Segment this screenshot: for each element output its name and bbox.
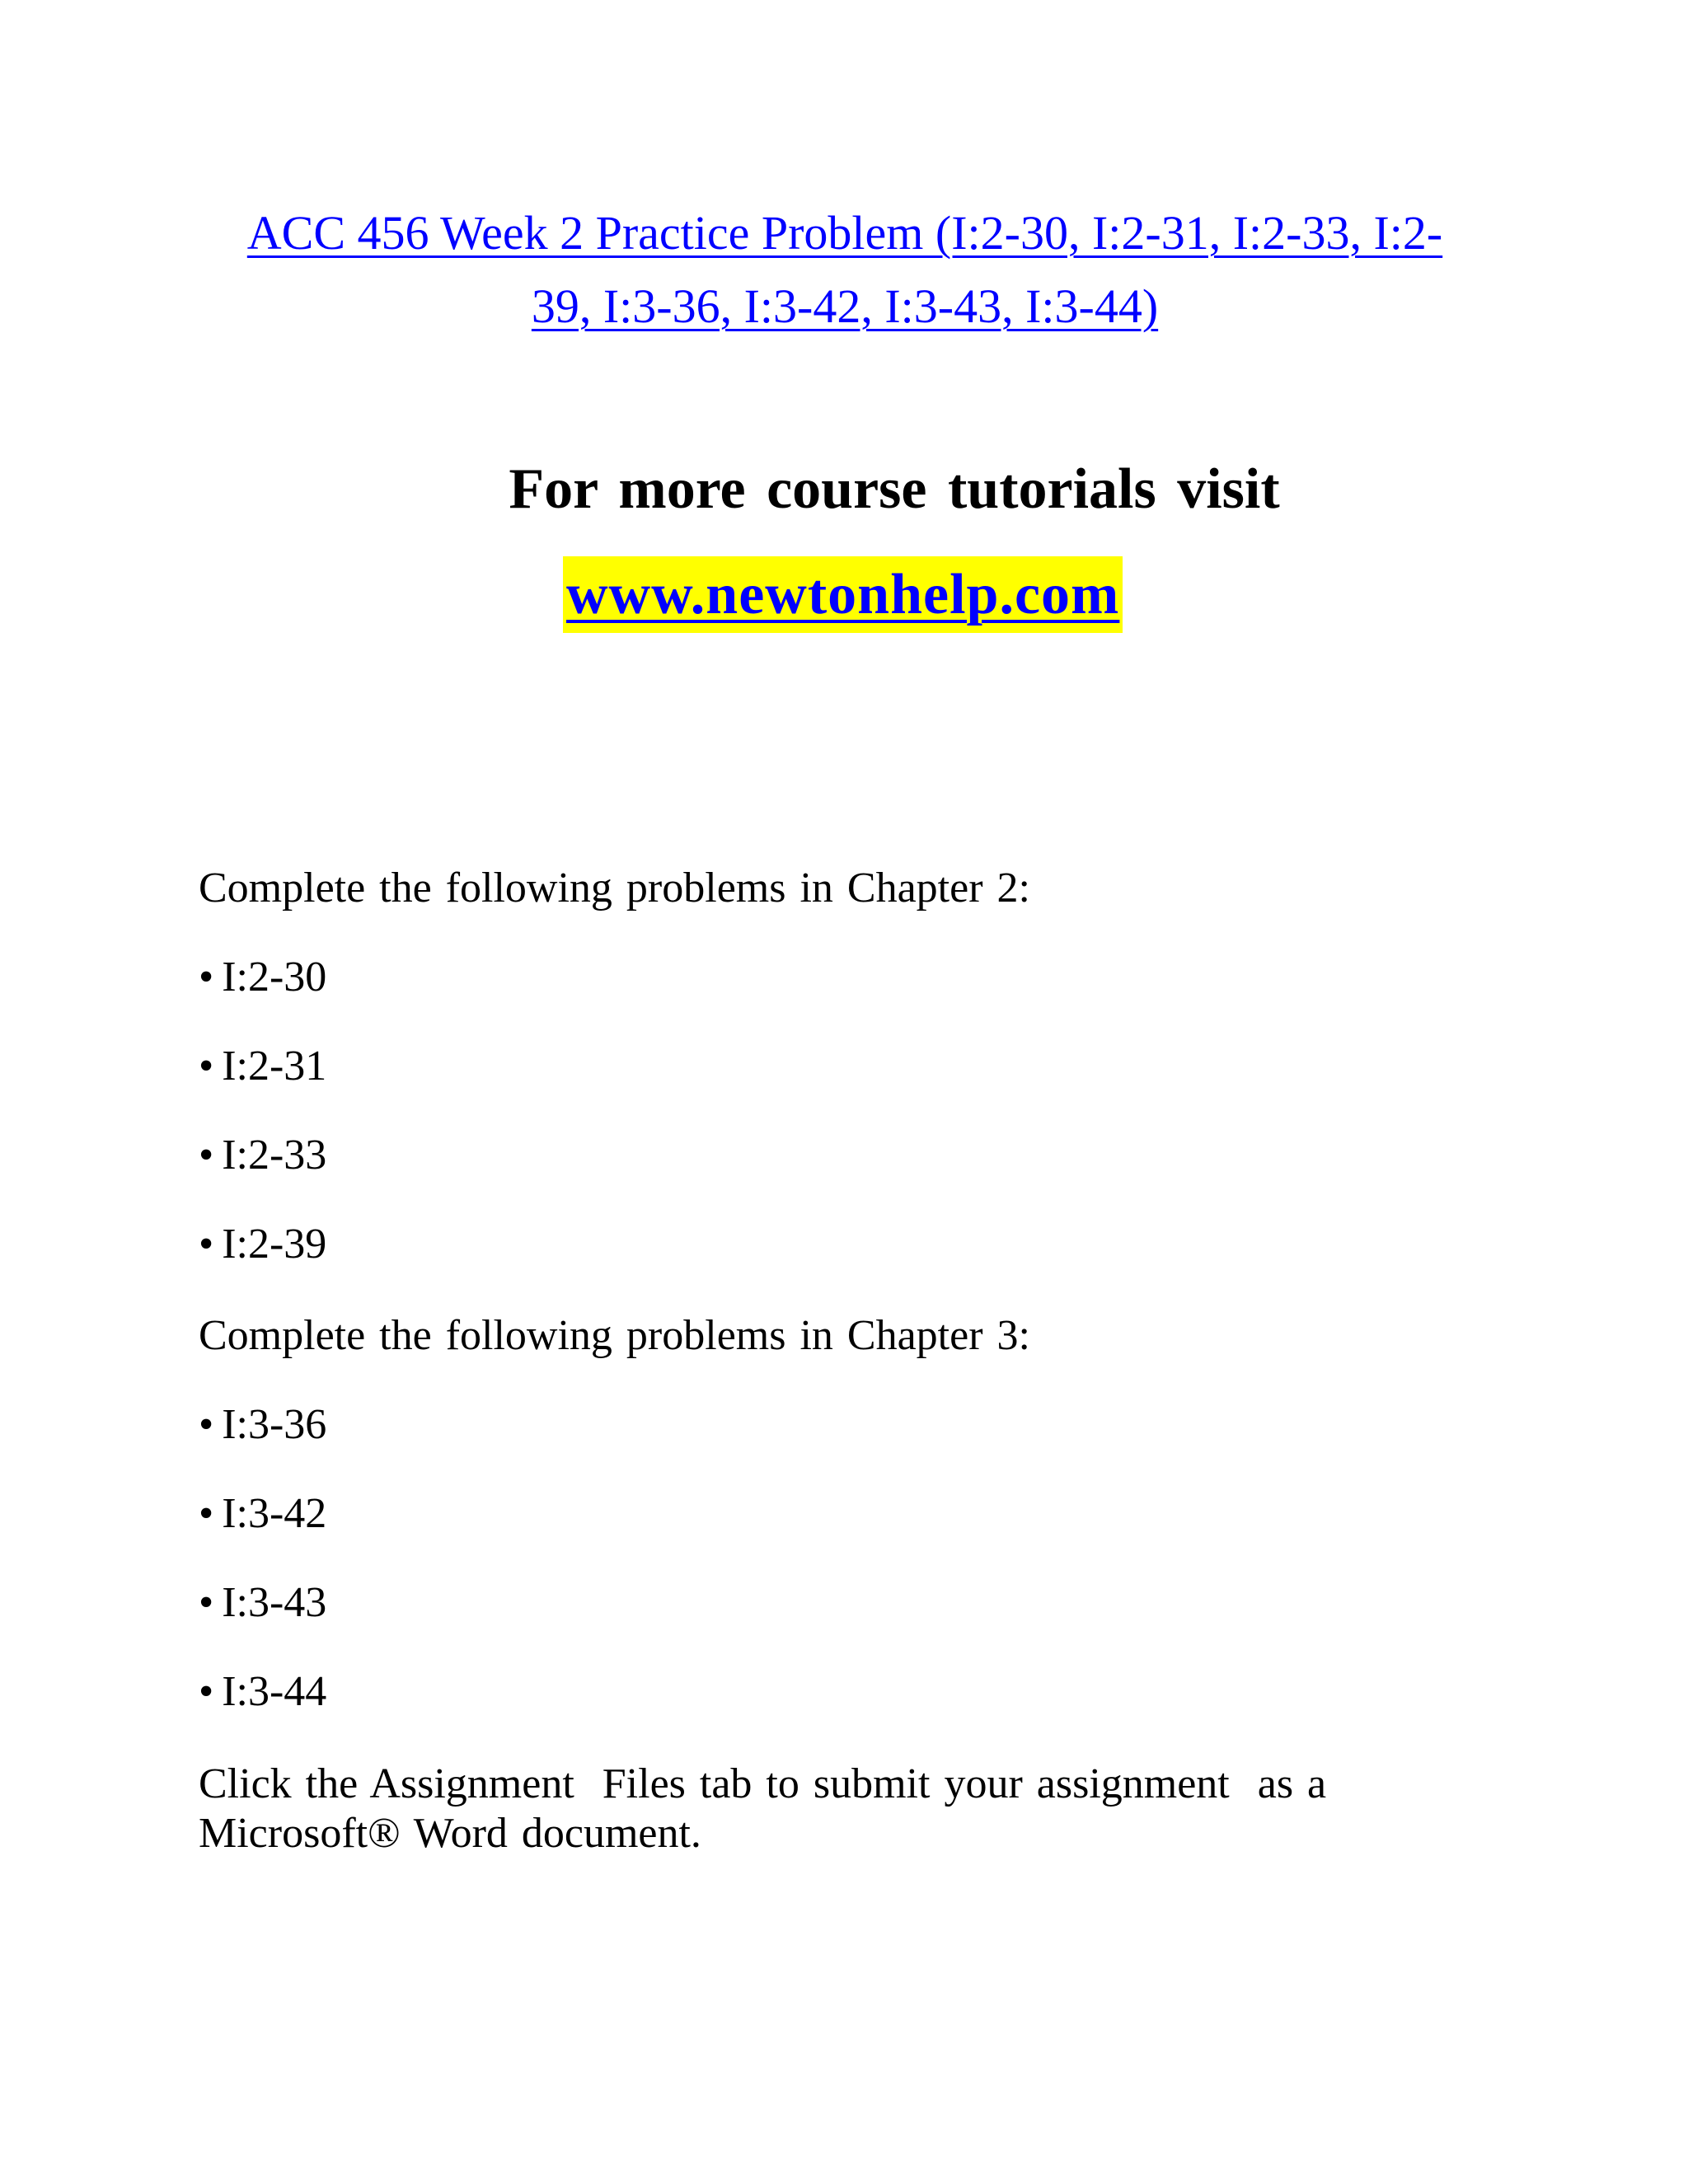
list-item-label: I:2-31 bbox=[222, 1043, 327, 1090]
list-item-label: I:2-30 bbox=[222, 954, 327, 1001]
list-item-label: I:3-42 bbox=[222, 1490, 327, 1537]
list-item-label: I:3-43 bbox=[222, 1579, 327, 1626]
list-item-label: I:3-44 bbox=[222, 1668, 327, 1715]
list-item-label: I:3-36 bbox=[222, 1401, 327, 1448]
promo-link-highlight bbox=[563, 556, 1123, 633]
bullet-icon: • bbox=[199, 1043, 214, 1090]
closing-line-1: Click the Assignment Files tab to submit your assignment as a bbox=[199, 1760, 1327, 1807]
closing-instructions bbox=[199, 1760, 1326, 1858]
list-item bbox=[199, 1577, 326, 1629]
list-item-label: I:2-39 bbox=[222, 1221, 327, 1268]
bullet-icon: • bbox=[199, 1221, 214, 1268]
list-item bbox=[199, 1041, 326, 1092]
bullet-icon: • bbox=[199, 1490, 214, 1537]
promo-heading: For more course tutorials visit bbox=[509, 457, 1280, 521]
list-item bbox=[199, 1488, 326, 1540]
title-line-1: ACC 456 Week 2 Practice Problem (I:2-30, I:2-31, I:2-33, I:2- bbox=[246, 206, 1443, 260]
list-item bbox=[199, 1130, 326, 1181]
list-item bbox=[199, 1666, 326, 1718]
bullet-icon: • bbox=[199, 954, 214, 1001]
bullet-icon: • bbox=[199, 1668, 214, 1715]
promo-link[interactable]: www.newtonhelp.com bbox=[566, 563, 1120, 626]
title-line-2: 39, I:3-36, I:3-42, I:3-43, I:3-44) bbox=[531, 279, 1159, 333]
list-item bbox=[199, 1219, 326, 1270]
list-item bbox=[199, 1399, 326, 1451]
document-title-link[interactable] bbox=[190, 196, 1500, 343]
bullet-icon: • bbox=[199, 1579, 214, 1626]
chapter3-intro: Complete the following problems in Chapter 3: bbox=[199, 1312, 1030, 1359]
bullet-icon: • bbox=[199, 1401, 214, 1448]
bullet-icon: • bbox=[199, 1132, 214, 1179]
chapter2-intro: Complete the following problems in Chapter 2: bbox=[199, 865, 1030, 912]
closing-line-2: Microsoft® Word document. bbox=[199, 1810, 701, 1857]
list-item bbox=[199, 952, 326, 1003]
list-item-label: I:2-33 bbox=[222, 1132, 327, 1179]
